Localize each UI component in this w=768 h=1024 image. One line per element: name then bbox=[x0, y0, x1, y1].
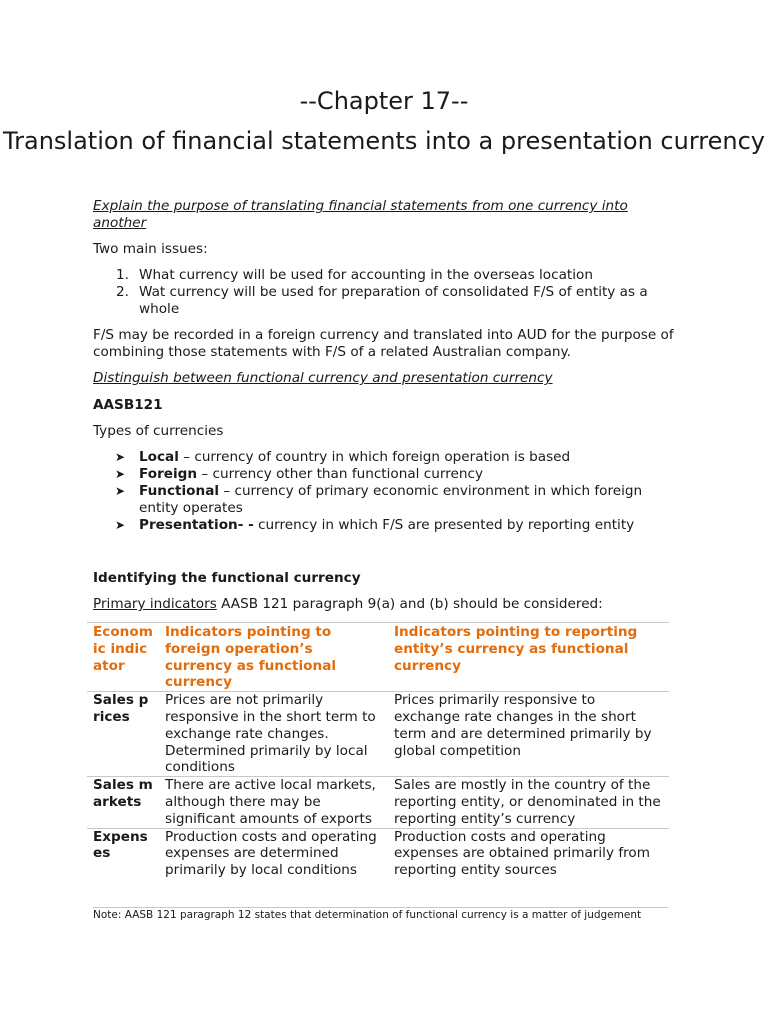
list-item: ➤ Local – currency of country in which foreign operation is based bbox=[115, 449, 571, 465]
primary-indicators-link[interactable]: Primary indicators bbox=[93, 596, 217, 612]
issues-list bbox=[93, 267, 683, 318]
identifying-heading: Identifying the functional currency bbox=[93, 570, 361, 586]
objective-purpose: Explain the purpose of translating financial statements from one currency into another bbox=[93, 198, 628, 231]
table-cell: Production costs and operating expenses are determined primarily by local conditions bbox=[159, 828, 388, 879]
table-cell: Prices are not primarily responsive in the short term to exchange rate changes. Determined primarily by local conditions bbox=[159, 692, 388, 777]
table-header-row bbox=[87, 623, 669, 692]
table-row bbox=[87, 777, 669, 828]
arrow-bullet-icon: ➤ bbox=[115, 467, 126, 481]
standard-heading: AASB121 bbox=[93, 397, 163, 413]
arrow-bullet-icon: ➤ bbox=[115, 450, 126, 464]
table-cell: Prices primarily responsive to exchange rate changes in the short term and are determined primarily by global competition bbox=[388, 692, 669, 777]
page-title: Translation of financial statements into a presentation currency bbox=[2, 127, 765, 155]
list-item: ➤ Foreign – currency other than functional currency bbox=[115, 466, 483, 482]
table-cell: Expenses bbox=[87, 828, 159, 879]
two-issues-label: Two main issues: bbox=[93, 241, 208, 257]
arrow-bullet-icon: ➤ bbox=[115, 518, 126, 532]
table-cell: Sales prices bbox=[87, 692, 159, 777]
currency-types-list bbox=[93, 449, 683, 534]
list-item: ➤ Presentation- - currency in which F/S are presented by reporting entity bbox=[115, 517, 635, 533]
table-cell: Sales markets bbox=[87, 777, 159, 828]
table-cell: Sales are mostly in the country of the reporting entity, or denominated in the reporting entity’s currency bbox=[388, 777, 669, 828]
chapter-heading: --Chapter 17-- bbox=[299, 87, 469, 115]
list-item: 1. What currency will be used for accounting in the overseas location bbox=[116, 267, 593, 283]
list-item: ➤ Functional – currency of primary economic environment in which foreign entity operates bbox=[115, 483, 643, 516]
table-cell: There are active local markets, although there may be significant amounts of exports bbox=[159, 777, 388, 828]
indicators-table bbox=[87, 622, 669, 879]
objective-distinguish: Distinguish between functional currency and presentation currency bbox=[93, 370, 553, 386]
table-row bbox=[87, 828, 669, 879]
types-label: Types of currencies bbox=[93, 423, 224, 439]
table-row bbox=[87, 692, 669, 777]
table-cell: Production costs and operating expenses are obtained primarily from reporting entity sources bbox=[388, 828, 669, 879]
footnote: Note: AASB 121 paragraph 12 states that determination of functional currency is a matter of judgement bbox=[93, 907, 668, 922]
column-header: Economic indicator bbox=[87, 623, 159, 692]
column-header: Indicators pointing to foreign operation’s currency as functional currency bbox=[159, 623, 388, 692]
primary-indicators-line: Primary indicators AASB 121 paragraph 9(a) and (b) should be considered: bbox=[93, 596, 603, 612]
column-header: Indicators pointing to reporting entity’s currency as functional currency bbox=[388, 623, 669, 692]
fs-paragraph: F/S may be recorded in a foreign currency and translated into AUD for the purpose of combining those statements with F/S of a related Australian company. bbox=[93, 327, 674, 360]
list-item: 2. Wat currency will be used for preparation of consolidated F/S of entity as a whole bbox=[116, 284, 648, 317]
arrow-bullet-icon: ➤ bbox=[115, 484, 126, 498]
